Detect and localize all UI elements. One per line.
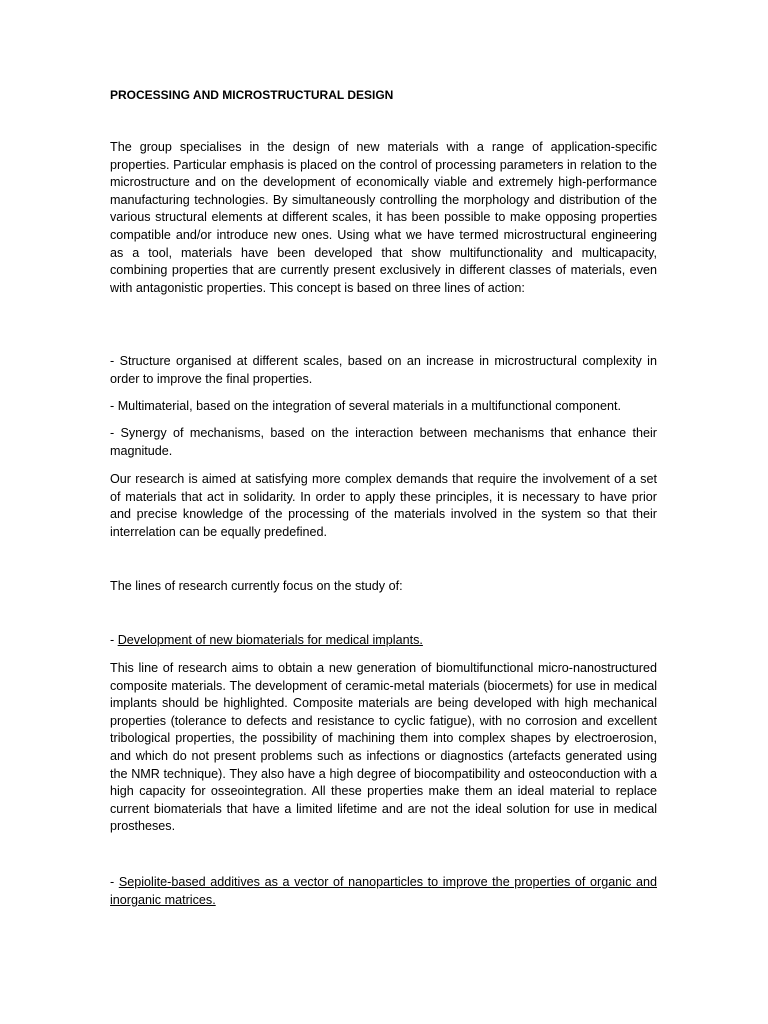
action-line-structure: - Structure organised at different scales, based on an increase in microstructural complexity in order to improve the final properties. (110, 354, 657, 386)
research-line-biomaterials-heading (110, 632, 657, 650)
document-heading: PROCESSING AND MICROSTRUCTURAL DESIGN (110, 88, 394, 102)
action-line-synergy: - Synergy of mechanisms, based on the interaction between mechanisms that enhance their magnitude. (110, 426, 657, 458)
document-page (110, 0, 657, 1024)
research-line-biomaterials-body: This line of research aims to obtain a new generation of biomultifunctional micro-nanostructured composite materials. The development of ceramic-metal materials (biocermets) for use in medical implants should be highlighted. Composite materials are being developed with high mechanical properties (tolerance to defects and resistance to cyclic fatigue), with no corrosion and excellent tribological properties, the possibility of machining them into complex shapes by electroerosion, and which do not present problems such as infections or diagnostics (artefacts generated using the NMR technique). They also have a high degree of biocompatibility and osteoconduction with a high capacity for osseointegration. All these properties make them an ideal material to replace current biomaterials that have a limited lifetime and are not the ideal solution for use in medical prostheses. (110, 661, 657, 834)
list-dash: - (110, 633, 118, 647)
list-dash: - (110, 875, 119, 889)
intro-paragraph: The group specialises in the design of new materials with a range of application-specific properties. Particular emphasis is placed on the control of processing parameters in relation to the microstructure and on the development of economically viable and extremely high-performance manufacturing technologies. By simultaneously controlling the morphology and distribution of the various structural elements at different scales, it has been possible to make opposing properties compatible and/or introduce new ones. Using what we have termed microstructural engineering as a tool, materials have been developed that show multifunctionality and multicapacity, combining properties that are currently present exclusively in different classes of materials, even with antagonistic properties. This concept is based on three lines of action: (110, 140, 657, 295)
research-line-sepiolite-heading (110, 874, 657, 909)
research-lines-intro: The lines of research currently focus on the study of: (110, 579, 403, 593)
action-line-multimaterial: - Multimaterial, based on the integration of several materials in a multifunctional component. (110, 399, 622, 413)
research-aim-paragraph: Our research is aimed at satisfying more complex demands that require the involvement of a set of materials that act in solidarity. In order to apply these principles, it is necessary to have prior and precise knowledge of the processing of the materials involved in the system so that their interrelation can be equally predefined. (110, 472, 657, 539)
research-line-sepiolite-title: Sepiolite-based additives as a vector of nanoparticles to improve the properties of organic and inorganic matrices. (110, 875, 657, 907)
research-line-biomaterials-title: Development of new biomaterials for medical implants. (117, 633, 423, 647)
